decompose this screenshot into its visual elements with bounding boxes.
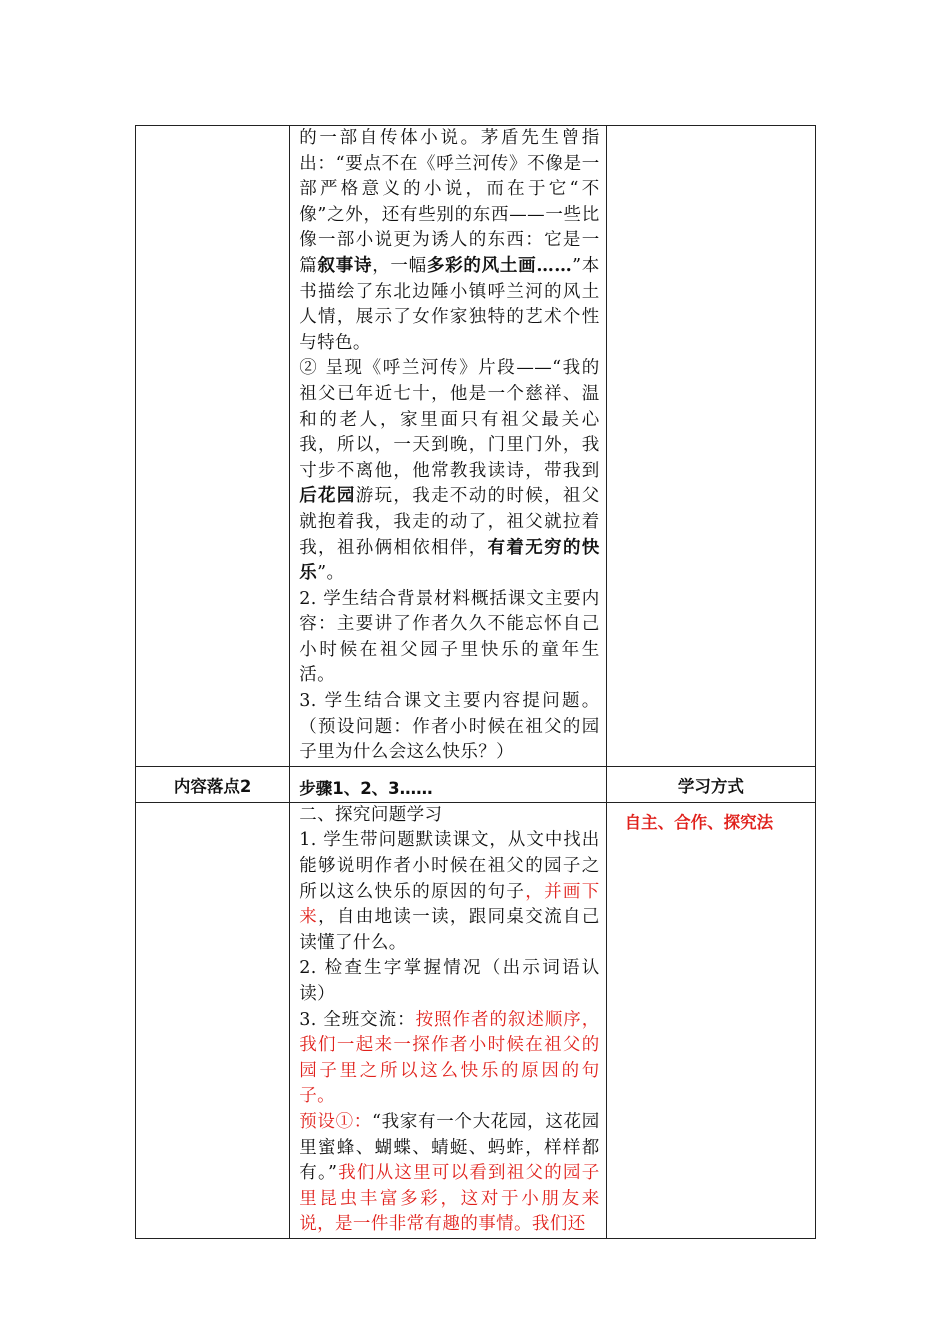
header-learning-method: 学习方式 <box>606 766 815 802</box>
content-text-segment: ，自由地读一读，跟同桌交流自己读懂了什么。 <box>299 907 600 953</box>
intro-text-segment: 3. 学生结合课文主要内容提问题。（预设问题：作者小时候在祖父的园子里为什么会这么快乐？） <box>299 691 600 763</box>
intro-text-segment: 多彩的风土画…… <box>426 255 573 276</box>
intro-paragraph <box>299 587 599 689</box>
intro-text-segment: 2. 学生结合背景材料概括课文主要内容：主要讲了作者久久不能忘怀自己小时候在祖父园子里快乐的童年生活。 <box>299 588 600 686</box>
header-steps: 步骤1、2、3…… <box>290 766 606 802</box>
intro-text-segment: ，一幅 <box>372 255 427 276</box>
intro-paragraph <box>299 689 599 766</box>
content-empty-left <box>136 802 290 1238</box>
content-paragraph <box>299 828 599 956</box>
content-paragraph <box>299 1110 599 1238</box>
content-text-segment: 预设①： <box>299 1111 372 1132</box>
intro-text-segment: 有着无穷的快乐 <box>299 537 600 584</box>
content-text-segment: 按照作者的叙述顺序，我们一起来一探作者小时候在祖父的园子里之所以这么快乐的原因的句子。 <box>299 1009 600 1107</box>
learning-method-text: 自主、合作、探究法 <box>624 812 774 832</box>
intro-empty-right <box>606 126 815 767</box>
intro-text-segment: ② 呈现《呼兰河传》片段——“我的祖父已年近七十，他是一个慈祥、温和的老人，家里面只有祖父最关心我，所以，一天到晚，门里门外，我寸步不离他，他常教我读诗，带我到 <box>299 358 600 481</box>
intro-text-segment: ”。 <box>317 563 345 584</box>
content-paragraph <box>299 956 599 1007</box>
lesson-plan-table <box>135 125 816 1239</box>
content-method-cell <box>606 802 815 1238</box>
intro-empty-left <box>136 126 290 767</box>
content-paragraphs <box>290 803 605 1238</box>
header-row <box>136 766 816 802</box>
content-text-segment: 1. 学生带问题默读课文，从文中找出能够说明作者小时候在祖父的园子之所以这么快乐的原因的句子 <box>299 830 600 902</box>
content-text-segment: “我家有一个大花园，这花园里蜜蜂、蝴蝶、蜻蜓、蚂蚱，样样都有。” <box>299 1111 600 1184</box>
content-text-segment: 2. 检查生字掌握情况（出示词语认读） <box>299 958 600 1004</box>
content-text-segment: 二、探究问题学习 <box>299 804 443 825</box>
intro-row <box>136 126 816 767</box>
intro-text-segment: ”本书描绘了东北边陲小镇呼兰河的风土人情，展示了女作家独特的艺术个性与特色。 <box>299 255 600 353</box>
content-text-cell <box>290 802 606 1238</box>
content-text-segment: 3. 全班交流： <box>299 1009 416 1030</box>
content-paragraph <box>299 1008 599 1110</box>
intro-text-segment: 的一部自传体小说。 <box>299 128 481 148</box>
content-text-segment: ，并画下来 <box>299 881 600 928</box>
intro-paragraph <box>299 356 599 586</box>
intro-text-segment: 游玩，我走不动的时候，祖父就抱着我，我走的动了，祖父就拉着我，祖孙俩相依相伴， <box>299 486 600 558</box>
intro-text-cell <box>290 126 606 767</box>
intro-text-segment: 叙事诗 <box>317 255 373 276</box>
content-paragraph <box>299 803 599 829</box>
intro-paragraph <box>299 126 599 356</box>
content-text-segment: 我们从这里可以看到祖父的园子里昆虫丰富多彩，这对于小朋友来说，是一件非常有趣的事情。我们还 <box>299 1163 600 1235</box>
intro-text-segment: 茅盾先生曾指出：“要点不在《呼兰河传》不像是一部严格意义的小说，而在于它“不像”之外，还有些别的东西——一些比像一部小说更为诱人的东西：它是一篇 <box>299 128 600 276</box>
intro-paragraphs <box>290 126 605 766</box>
content-row <box>136 802 816 1238</box>
intro-text-segment: 后花园 <box>299 486 356 507</box>
header-content-point: 内容落点2 <box>136 766 290 802</box>
